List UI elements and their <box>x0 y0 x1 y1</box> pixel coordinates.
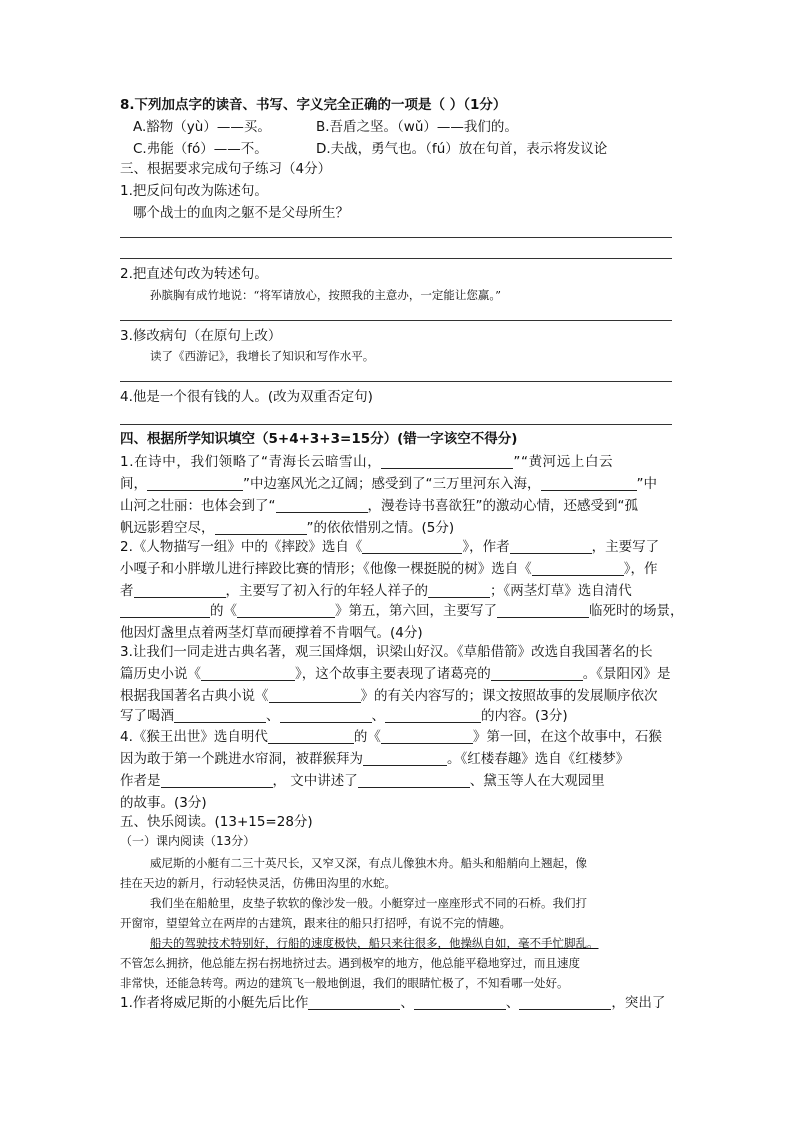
answer-line[interactable] <box>120 381 672 382</box>
s4-q2-line2: 小嘎子和小胖墩儿进行摔跤比赛的情形；《他像一棵挺脱的树》选自《 》，作 <box>120 561 658 577</box>
passage-p2-line2: 开窗帘，望望耸立在两岸的古建筑，跟来往的船只打招呼，有说不完的情趣。 <box>120 916 511 930</box>
answer-line[interactable] <box>120 424 672 425</box>
s4-q4-line2: 因为敢于第一个跳进水帘洞，被群猴拜为 。《红楼春趣》选自《红楼梦》 <box>120 751 630 767</box>
blank[interactable] <box>532 561 624 576</box>
passage-p3-line3: 非常快，还能急转弯。两边的建筑飞一般地倒退，我们的眼睛忙极了，不知看哪一处好。 <box>120 976 569 990</box>
s3-q1-prompt: 1.把反问句改为陈述句。 <box>120 183 268 199</box>
blank[interactable] <box>280 708 372 723</box>
blank[interactable] <box>215 520 307 535</box>
blank[interactable] <box>147 476 243 491</box>
s4-q3-line2: 篇历史小说《 》，这个故事主要表现了诸葛亮的 。《景阳冈》是 <box>120 666 671 682</box>
s4-q2-line1: 2.《人物描写一组》中的《摔跤》选自《 》，作者 ，主要写了 <box>120 539 660 555</box>
s4-q3-line3: 根据我国著名古典小说《 》的有关内容写的；课文按照故事的发展顺序依次 <box>120 688 658 704</box>
blank[interactable] <box>276 498 368 513</box>
s3-q4-prompt: 4.他是一个很有钱的人。(改为双重否定句) <box>120 389 373 405</box>
passage-p3-underlined: 船夫的驾驶技术特别好，行船的速度极快，船只来往很多，他操纵自如，毫不手忙脚乱。 <box>150 936 599 950</box>
blank[interactable] <box>237 603 335 618</box>
blank[interactable] <box>269 688 361 703</box>
s3-q1-sentence: 哪个战士的血肉之躯不是父母所生？ <box>133 205 349 221</box>
blank[interactable] <box>120 603 210 618</box>
section-5-title: 五、快乐阅读。(13+15=28分) <box>120 814 313 830</box>
s4-q2-line5: 他因灯盏里点着两茎灯草而硬撑着不肯咽气。(4分) <box>120 625 423 641</box>
s5-q1-line1: 1.作者将威尼斯的小艇先后比作 、 、 ，突出了 <box>120 995 666 1011</box>
blank[interactable] <box>134 583 226 598</box>
blank[interactable] <box>161 773 273 788</box>
blank[interactable] <box>491 666 583 681</box>
sub-section-1-title: （一）课内阅读（13分） <box>120 834 256 848</box>
passage-p2-line1: 我们坐在船舱里，皮垫子软软的像沙发一般。小艇穿过一座座形式不同的石桥。我们打 <box>150 896 587 910</box>
blank[interactable] <box>358 773 470 788</box>
s3-q2-sentence: 孙膑胸有成竹地说：“将军请放心，按照我的主意办，一定能让您赢。” <box>150 288 502 302</box>
blank[interactable] <box>201 666 295 681</box>
section-4-title: 四、根据所学知识填空（5+4+3+3=15分）(错一字该空不得分) <box>120 431 518 447</box>
s4-q1-line4: 帆远影碧空尽， ”的依依惜别之情。(5分) <box>120 520 455 536</box>
s3-q2-prompt: 2.把直述句改为转述句。 <box>120 266 268 282</box>
answer-line[interactable] <box>120 320 672 321</box>
blank[interactable] <box>381 454 513 469</box>
s4-q3-line4: 写了喝酒 、 、 的内容。(3分) <box>120 708 568 724</box>
blank[interactable] <box>363 751 447 766</box>
s4-q1-line1: 1.在诗中，我们领略了“青海长云暗雪山， ”“黄河远上白云 <box>120 454 614 470</box>
q8-option-b: B.吾盾之坚。（wǔ）——我们的。 <box>316 119 518 135</box>
s3-q3-prompt: 3.修改病句（在原句上改） <box>120 328 282 344</box>
s4-q3-line1: 3.让我们一同走进古典名著，观三国烽烟，识梁山好汉。《草船借箭》改选自我国著名的长 <box>120 644 653 660</box>
passage-p3-line2: 不管怎么拥挤，他总能左拐右拐地挤过去。遇到极窄的地方，他总能平稳地穿过，而且速度 <box>120 956 580 970</box>
s3-q3-sentence: 读了《西游记》，我增长了知识和写作水平。 <box>150 349 375 363</box>
blank[interactable] <box>174 708 266 723</box>
s4-q4-line4: 的故事。(3分) <box>120 795 207 811</box>
blank[interactable] <box>428 583 490 598</box>
blank[interactable] <box>510 539 592 554</box>
s4-q2-line3: 者 ，主要写了初入行的年轻人祥子的 ；《两茎灯草》选自清代 <box>120 583 632 599</box>
blank[interactable] <box>385 708 481 723</box>
s4-q4-line3: 作者是 ， 文中讲述了 、黛玉等人在大观园里 <box>120 773 605 789</box>
passage-p1-line1: 威尼斯的小艇有二三十英尺长，又窄又深，有点儿像独木舟。船头和船艄向上翘起，像 <box>150 856 587 870</box>
s4-q2-line4: 的《 》第五，第六回，主要写了 临死时的场景， <box>120 602 684 620</box>
q8-option-a: A.豁物（yù）——买。 <box>133 119 271 135</box>
s4-q1-line3: 山河之壮丽：也体会到了“ ，漫卷诗书喜欲狂”的激动心情，还感受到“孤 <box>120 498 638 514</box>
blank[interactable] <box>414 995 506 1010</box>
answer-line[interactable] <box>120 258 672 259</box>
blank[interactable] <box>497 603 589 618</box>
passage-p1-line2: 挂在天边的新月，行动轻快灵活，仿佛田沟里的水蛇。 <box>120 876 396 890</box>
q8-option-d: D.夫战，勇气也。（fú）放在句首，表示将发议论 <box>316 141 608 157</box>
blank[interactable] <box>308 995 400 1010</box>
answer-line[interactable] <box>120 237 672 238</box>
blank[interactable] <box>362 539 462 554</box>
blank[interactable] <box>381 729 473 744</box>
blank[interactable] <box>541 476 637 491</box>
q8-stem: 8.下列加点字的读音、书写、字义完全正确的一项是（ ）（1分） <box>120 97 507 113</box>
blank[interactable] <box>268 729 354 744</box>
s4-q1-line2: 间， ”中边塞风光之辽阔；感受到了“三万里河东入海， ”中 <box>120 476 657 492</box>
s4-q4-line1: 4.《猴王出世》选自明代 的《 》第一回，在这个故事中，石猴 <box>120 729 662 745</box>
blank[interactable] <box>519 995 611 1010</box>
q8-option-c: C.弗能（fó）——不。 <box>133 141 268 157</box>
section-3-title: 三、根据要求完成句子练习（4分） <box>120 161 332 177</box>
